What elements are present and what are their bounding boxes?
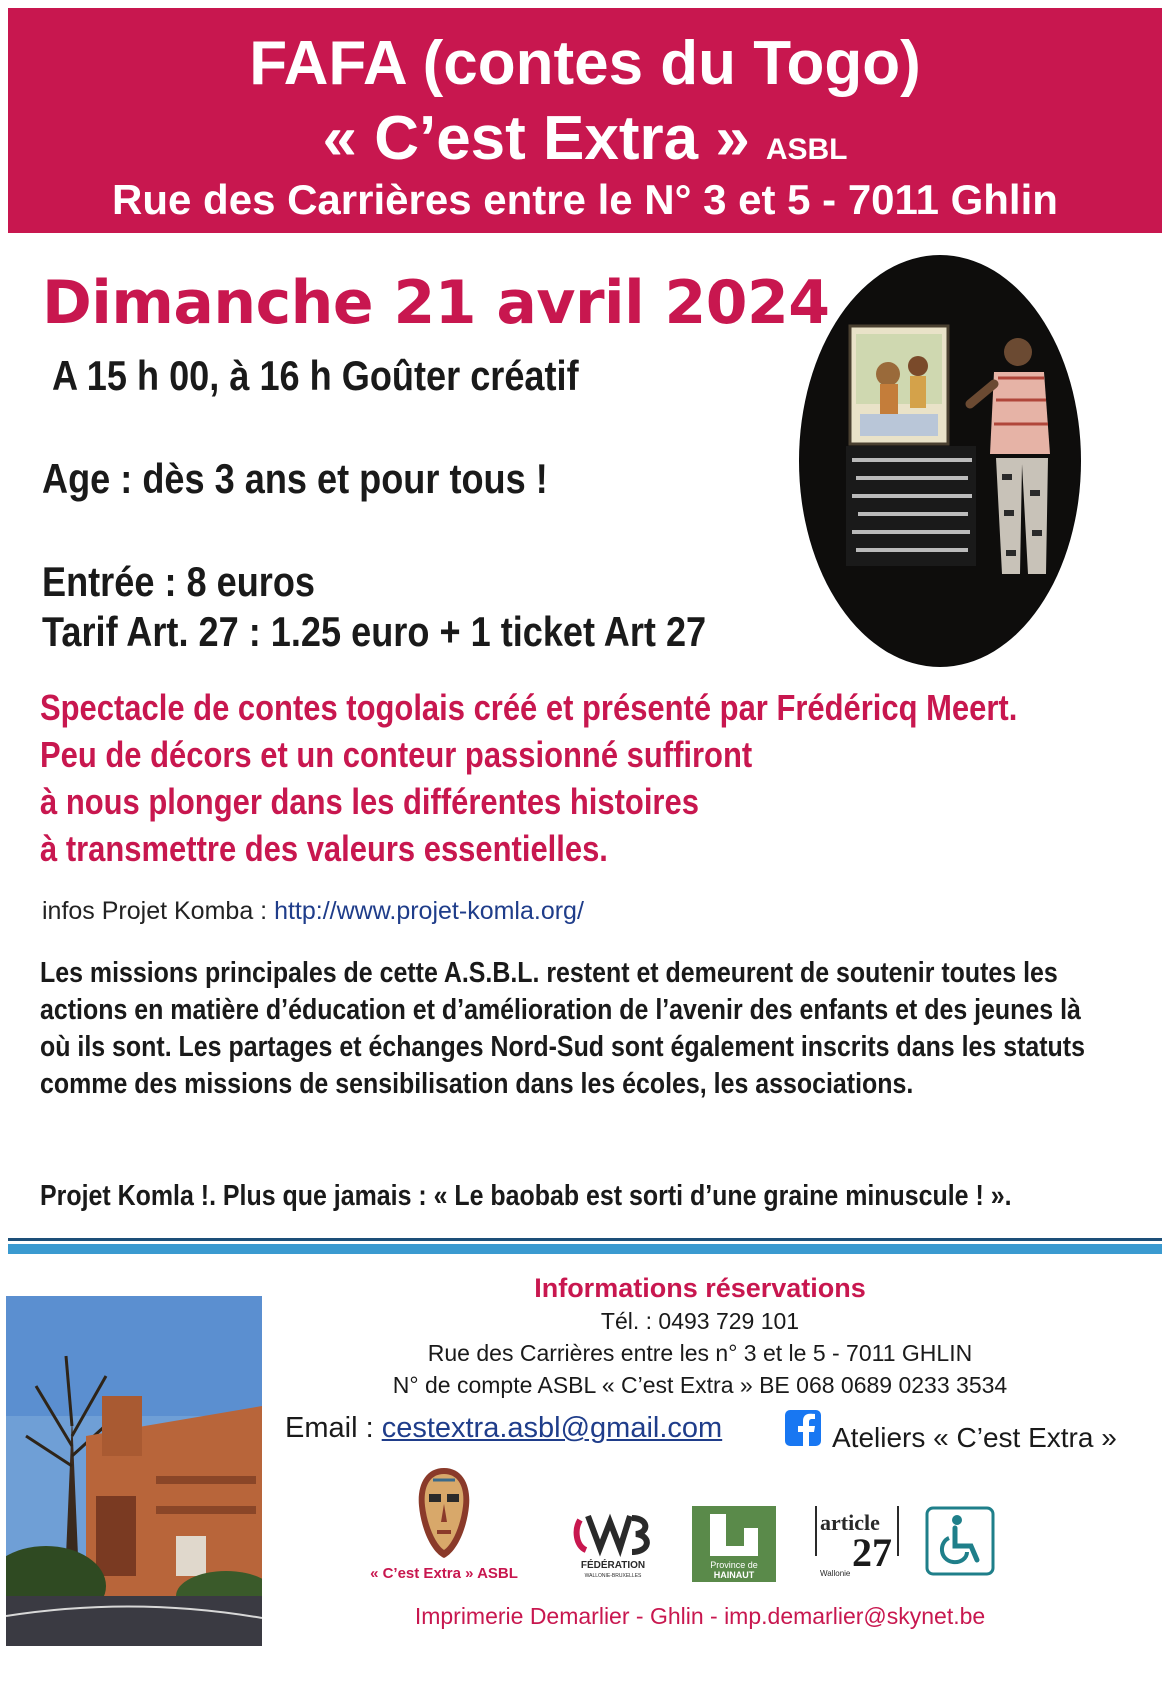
cest-extra-logo-label: « C’est Extra » ASBL bbox=[370, 1565, 518, 1582]
organizer-name bbox=[8, 103, 1162, 174]
header-banner bbox=[8, 8, 1162, 233]
description-line-2: Peu de décors et un conteur passionné suffiront bbox=[40, 734, 753, 775]
project-info bbox=[42, 897, 584, 926]
event-price-art27: Tarif Art. 27 : 1.25 euro + 1 ticket Art 27 bbox=[42, 608, 707, 655]
event-date: Dimanche 21 avril 2024 bbox=[42, 268, 830, 338]
project-info-label: infos Projet Komba : bbox=[42, 897, 275, 925]
venue-address: Rue des Carrières entre le N° 3 et 5 - 7011 Ghlin bbox=[112, 176, 1058, 223]
federation-logo-text: FÉDÉRATION bbox=[580, 1560, 646, 1571]
article27-logo-region: Wallonie bbox=[820, 1569, 851, 1578]
project-website-link[interactable]: http://www.projet-komla.org/ bbox=[274, 897, 584, 925]
reservations-phone: Tél. : 0493 729 101 bbox=[600, 1308, 800, 1334]
email-label: Email : bbox=[285, 1412, 382, 1444]
printer-credit: Imprimerie Demarlier - Ghlin - imp.demarlier@skynet.be bbox=[414, 1603, 986, 1629]
reservations-email bbox=[285, 1412, 722, 1445]
section-divider bbox=[8, 1244, 1162, 1254]
article27-logo-number: 27 bbox=[852, 1530, 892, 1575]
federation-wallonie-bruxelles-logo bbox=[570, 1500, 656, 1580]
venue-building-photo bbox=[6, 1296, 262, 1646]
article27-logo-word: article bbox=[820, 1510, 880, 1535]
show-title: FAFA (contes du Togo) bbox=[249, 29, 921, 98]
reservations-title: Informations réservations bbox=[534, 1273, 866, 1303]
storyteller-photo bbox=[798, 254, 1082, 668]
facebook-page-name[interactable]: Ateliers « C’est Extra » bbox=[832, 1422, 1117, 1453]
description-line-4: à transmettre des valeurs essentielles. bbox=[40, 828, 608, 869]
mission-paragraph: Les missions principales de cette A.S.B.L. restent et demeurent de soutenir toutes les actions en matière d’éducation et d’amélioration de l’avenir des enfants et des jeunes là où ils sont. Les partages et échanges Nord-Sud sont également inscrits dans les statuts comme des missions de sensibilisation dans les écoles, les associations. bbox=[40, 957, 1085, 1100]
federation-logo-subtext: WALLONIE-BRUXELLES bbox=[584, 1573, 642, 1579]
description-line-1: Spectacle de contes togolais créé et présenté par Frédéricq Meert. bbox=[40, 687, 1018, 728]
hainaut-logo-text-2: HAINAUT bbox=[713, 1570, 755, 1580]
organizer-legal-form: ASBL bbox=[765, 133, 848, 166]
province-hainaut-logo bbox=[692, 1506, 776, 1582]
organizer-name-text: « C’est Extra » bbox=[322, 104, 750, 173]
description-line-3: à nous plonger dans les différentes histoires bbox=[40, 781, 699, 822]
event-price: Entrée : 8 euros bbox=[42, 558, 316, 605]
wheelchair-icon bbox=[925, 1506, 995, 1576]
komla-quote: Projet Komla !. Plus que jamais : « Le baobab est sorti d’une graine minuscule ! ». bbox=[40, 1180, 1012, 1212]
reservations-bank-account: N° de compte ASBL « C’est Extra » BE 068 0689 0233 3534 bbox=[392, 1372, 1008, 1398]
event-time: A 15 h 00, à 16 h Goûter créatif bbox=[52, 352, 579, 399]
email-link[interactable]: cestextra.asbl@gmail.com bbox=[381, 1412, 723, 1444]
reservations-address: Rue des Carrières entre les n° 3 et le 5 - 7011 GHLIN bbox=[427, 1340, 973, 1366]
hainaut-logo-text-1: Province de bbox=[710, 1560, 758, 1570]
event-age: Age : dès 3 ans et pour tous ! bbox=[42, 455, 548, 502]
article27-logo bbox=[812, 1500, 902, 1580]
section-divider-top bbox=[8, 1238, 1162, 1241]
facebook-icon[interactable] bbox=[785, 1410, 821, 1446]
cest-extra-mask-logo bbox=[415, 1466, 473, 1560]
